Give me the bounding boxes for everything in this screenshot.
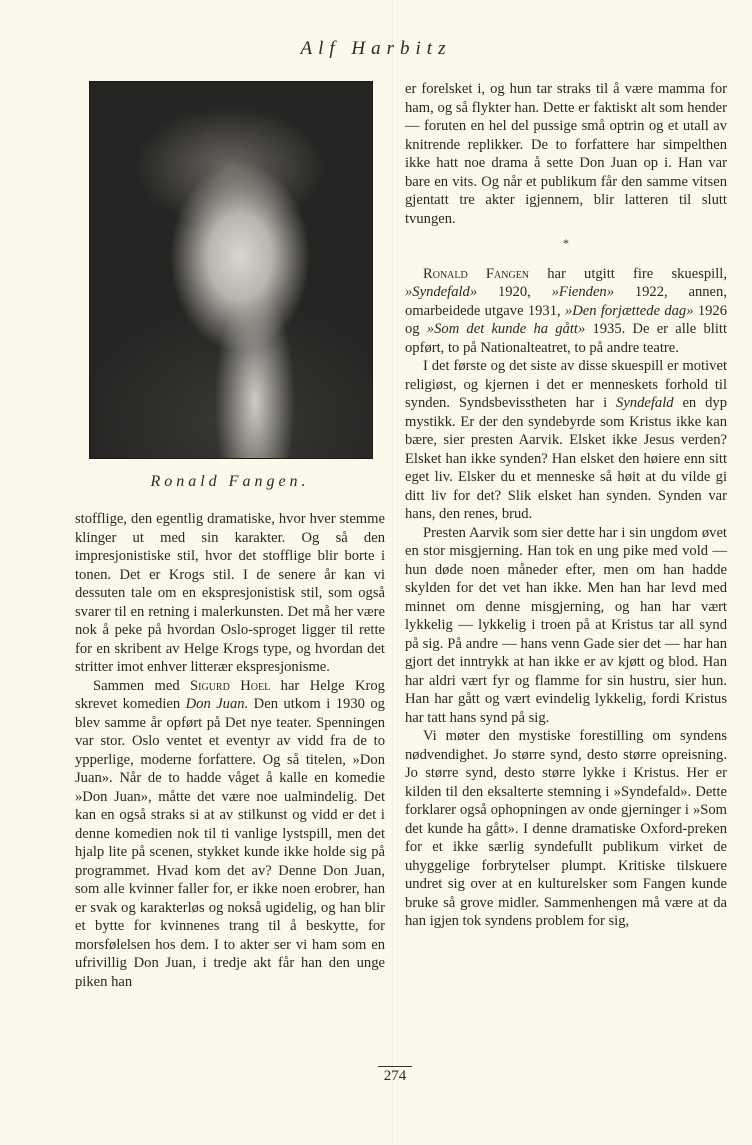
work-title: Syndefald (616, 395, 674, 411)
author-name: Ronald Fangen (423, 265, 530, 282)
paragraph: Vi møter den mystiske forestilling om syndens nødvendighet. Jo større synd, desto større opreisning. Jo større synd, desto større lykke i Kristus. Her er kilden til den eksalterte stemning i »Syndefald». Dette forklarer også ophopningen av onde gjerninger i »Som det kunde ha gått». I denne dramatiske Oxford-preken for et ikke særlig syndefullt publikum virket de uhyggelige forbrytelser plumpt. Kritiske tilskuere undret sig over at en kulturelsker som Fangen kunde bruke så grove midler. Sammenhengen må være at da han igjen tok syndens problem for sig, (405, 728, 727, 929)
work-title: »Fienden» (551, 284, 615, 300)
text-run: 1922, annen, omarbeidede utgave 1931, (405, 284, 727, 319)
portrait-photo (89, 81, 373, 459)
left-column (75, 510, 385, 991)
text-run: Sammen med (93, 677, 191, 694)
text-run: en dyp mystikk. Er der den syndebyrde som Kristus ikke kan bære, sier presten Aarvik. Elsket ikke Jesus verden? Elsket han ikke synden? Han elsket den høiere enn sitt eget liv. Elsker du et menneske så høit at du vilde gi ditt liv for det? Slik elsket han synden. Synden var hans, den renes, brud. (405, 395, 727, 522)
author-name: Sigurd Hoel (190, 677, 271, 694)
work-title: Don Juan. (185, 696, 249, 712)
paragraph (75, 677, 385, 992)
text-run: Den utkom i 1930 og blev samme år opført på Det nye teater. Spenningen var stor. Oslo ventet et eventyr av vidd fra de to ypperlige, moderne forfattere. Og så titelen, »Don Juan». Når de to hadde våget å kalle en komedie »Don Juan», måtte det være noe ualmindelig. Det kan en også straks si at av stilkunst og vidd er det i denne komedien nok til ti vanlige lystspill, men det hjalp lite på scenen, stykket kunde ikke holde sig på programmet. Hvad kom det av? Denne Don Juan, som alle kvinner faller for, er ikke noen erobrer, han er svak og karakterløs og nokså ugidelig, og han blir et bytte for kvinnenes trang til å beskytte, for morsfølelsen hos dem. I to akter ser vi ham som en ufrivillig Don Juan, i tredje akt får han den unge piken han (75, 696, 385, 990)
photo-caption: Ronald Fangen. (150, 473, 310, 490)
paragraph: Presten Aarvik som sier dette har i sin ungdom øvet en stor misgjerning. Han tok en ung pike med vold — hun døde noen måneder efter, men om han hadde skylden for det vet han ikke. Men han har levd med minnet om denne misgjerning, og han har vært lykkelig — lykkelig i troen på at Kristus tar all synd på sig. På andre — hans venn Gade sier det — har han gjort det inntrykk at han ikke er av kjøtt og blod. Han har aldri vært fyr og flamme for sin hustru, sier hun. Han har gått og vært evindelig lykkelig, fordi Kristus har tatt hans synd på sig. (405, 524, 727, 726)
page-gutter (392, 0, 393, 1145)
text-run: I det første og det siste av disse skuespill er motivet religiøst, og kjernen i det er menneskets forhold til synden. Syndsbevisstheten har i (405, 358, 727, 411)
paragraph: stofflige, den egentlig dramatiske, hvor hver stemme klinger ut med sin karakter. Og så den impresjonistiske stil, hvor det stofflige blir borte i tonen. Det er Krogs stil. I de senere år kan vi dessuten tale om en ekspresjonistisk stil, som også svarer til en retning i malerkunsten. Det må her være nok å peke på hvordan Oslo-sproget ligger til rette for en skribent av Helge Krogs type, og hvordan det stritter imot enhver litterær ekspresjonisme. (75, 511, 385, 675)
right-column (405, 80, 727, 931)
text-run: har Helge Krog skrevet komedien (75, 677, 385, 712)
text-run: 1920, (477, 284, 552, 300)
paragraph (405, 357, 727, 524)
section-separator: * (563, 236, 569, 250)
work-title: »Som det kunde ha gått» (426, 321, 586, 337)
folio-rule (378, 1066, 412, 1067)
running-head: Alf Harbitz (300, 38, 452, 59)
page-number: 274 (383, 1068, 407, 1084)
work-title: »Syndefald» (405, 284, 478, 300)
text-run: 1935. De er alle blitt opført, to på Nationalteatret, to på andre teatre. (405, 321, 727, 356)
paragraph (405, 265, 727, 358)
work-title: »Den forjættede dag» (564, 302, 694, 319)
text-run: har utgitt fire skuespill, (529, 265, 727, 282)
text-run: 1926 og (405, 302, 728, 337)
paragraph: er forelsket i, og hun tar straks til å være mamma for ham, og så flykter han. Dette er faktiskt alt som hender — foruten en hel del pussige små optrin og et utall av knitrende replikker. De to forfattere har simpelthen ikke hatt noe drama å sette Don Juan op i. Han var bare en vits. Og når et publikum får den samme vitsen gjentatt tre akter igjennem, blir latteren til slutt tvungen. (405, 81, 727, 227)
